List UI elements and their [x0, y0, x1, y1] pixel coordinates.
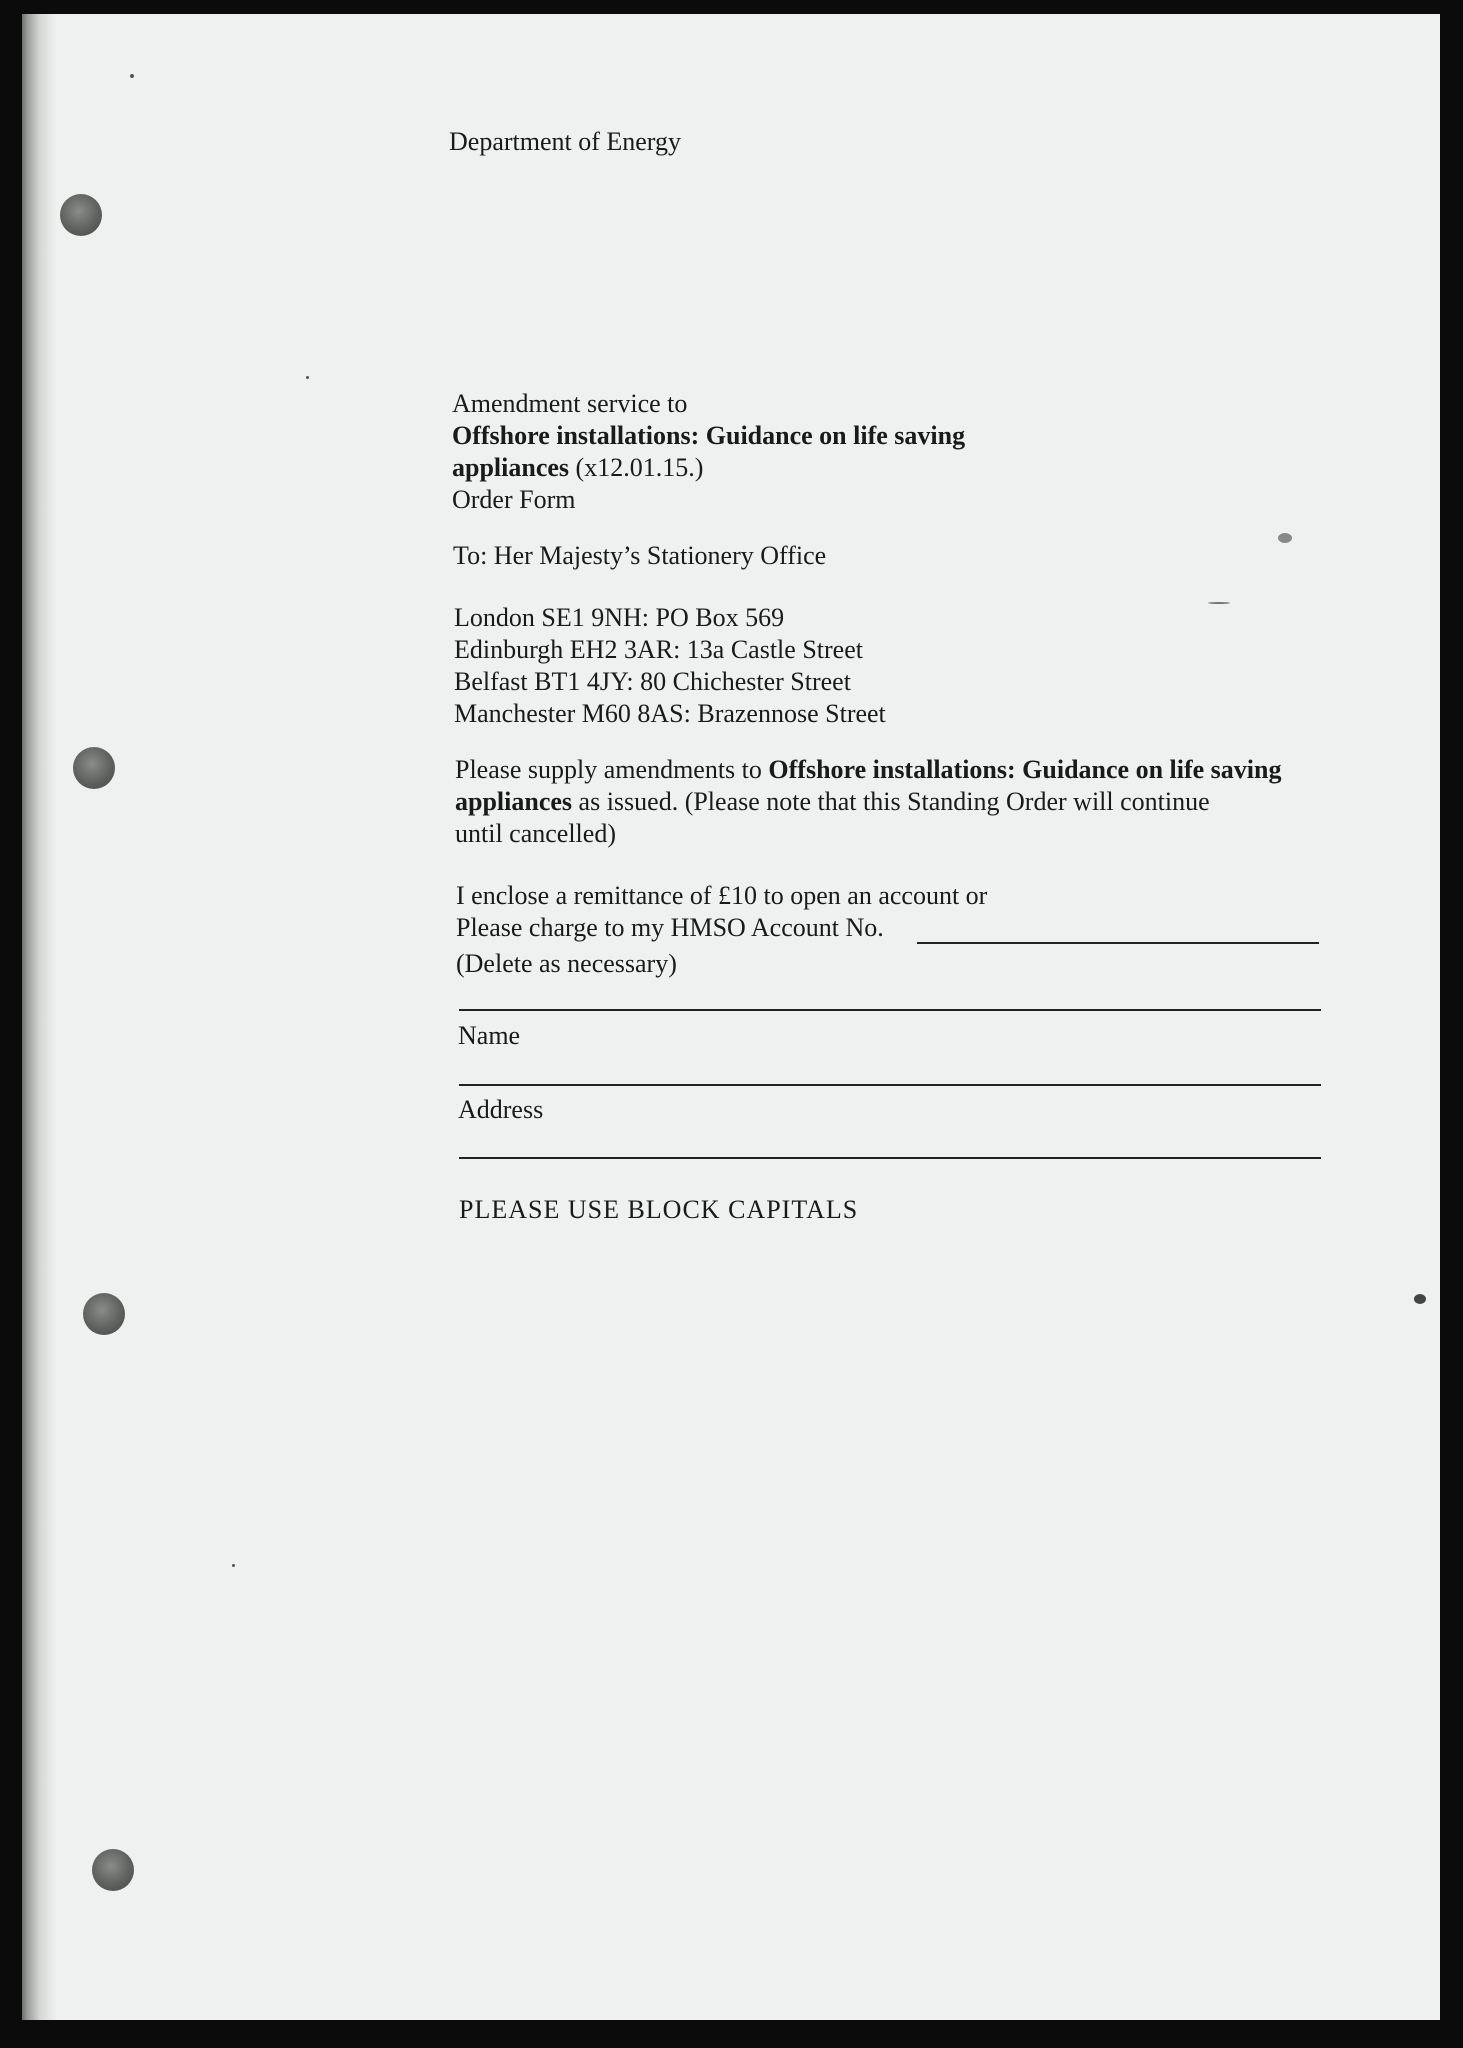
address-belfast: Belfast BT1 4JY: 80 Chichester Street — [454, 667, 851, 696]
publication-title: Offshore installations: Guidance on life saving — [452, 421, 966, 450]
department-heading: Department of Energy — [449, 127, 681, 156]
scan-speck — [232, 1564, 235, 1567]
supply-note: as issued. (Please note that this Standing Order will continue — [572, 787, 1210, 816]
punch-hole — [83, 1293, 125, 1335]
address-list — [454, 602, 886, 730]
recipient-line: To: Her Majesty’s Stationery Office — [453, 541, 827, 570]
address-london: London SE1 9NH: PO Box 569 — [454, 603, 785, 632]
remittance-line: I enclose a remittance of £10 to open an account or — [456, 881, 988, 910]
supply-line-2 — [455, 786, 1281, 818]
name-label: Name — [458, 1021, 521, 1050]
address-label: Address — [458, 1095, 544, 1124]
document-page — [22, 14, 1440, 2020]
supply-request — [455, 754, 1281, 850]
address-field-end[interactable] — [459, 1157, 1321, 1159]
supply-prefix: Please supply amendments to — [455, 755, 769, 784]
order-form-label: Order Form — [452, 485, 576, 514]
address-edinburgh: Edinburgh EH2 3AR: 13a Castle Street — [454, 635, 863, 664]
scan-speck — [1208, 602, 1230, 604]
scan-speck — [1278, 533, 1292, 543]
scan-speck — [1414, 1294, 1426, 1304]
block-capitals-note: PLEASE USE BLOCK CAPITALS — [459, 1195, 859, 1224]
name-field[interactable] — [459, 1009, 1321, 1011]
scan-speck — [130, 74, 134, 78]
punch-hole — [60, 194, 102, 236]
amendment-block — [452, 388, 965, 516]
address-manchester: Manchester M60 8AS: Brazennose Street — [454, 699, 886, 728]
supply-title: Offshore installations: Guidance on life saving — [768, 755, 1282, 784]
publication-title-cont — [452, 452, 965, 484]
supply-line-3: until cancelled) — [455, 819, 616, 848]
supply-line-1 — [455, 754, 1281, 786]
publication-reference: (x12.01.15.) — [569, 453, 704, 482]
scan-speck — [306, 376, 309, 379]
account-charge-line: Please charge to my HMSO Account No. — [456, 913, 884, 942]
supply-title-end: appliances — [455, 787, 573, 816]
account-number-field[interactable] — [917, 942, 1319, 944]
publication-title-end: appliances — [452, 453, 570, 482]
address-field[interactable] — [459, 1084, 1321, 1086]
punch-hole — [73, 747, 115, 789]
delete-note: (Delete as necessary) — [456, 949, 677, 978]
punch-hole — [92, 1849, 134, 1891]
amendment-intro: Amendment service to — [452, 389, 688, 418]
page-edge-shadow — [22, 14, 56, 2020]
